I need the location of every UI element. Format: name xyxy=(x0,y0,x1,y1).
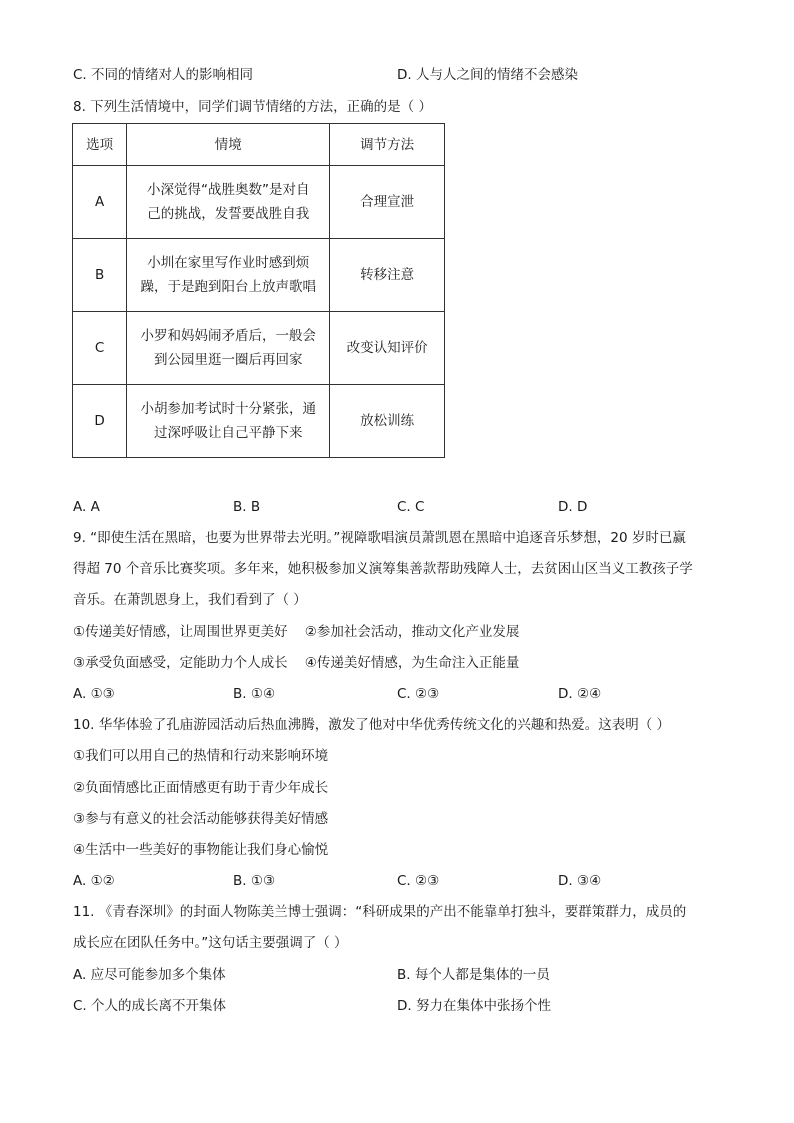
table-cell-option: A xyxy=(73,166,127,239)
table-cell-scenario xyxy=(127,239,330,312)
q10-answer-b: B. ①③ xyxy=(233,873,276,889)
q11-stem-line: 成长应在团队任务中。”这句话主要强调了（ ） xyxy=(73,935,348,951)
q7-option-c: C. 不同的情绪对人的影响相同 xyxy=(73,67,254,83)
q8-stem: 8. 下列生活情境中，同学们调节情绪的方法，正确的是（ ） xyxy=(73,99,432,115)
q9-answer-c: C. ②③ xyxy=(397,686,440,702)
table-cell-option: C xyxy=(73,312,127,385)
table-cell-method: 转移注意 xyxy=(330,239,445,312)
table-cell-method: 合理宣泄 xyxy=(330,166,445,239)
q9-statements-1-2: ①传递美好情感，让周围世界更美好 ②参加社会活动，推动文化产业发展 xyxy=(73,624,520,640)
scenario-line: 己的挑战，发誓要战胜自我 xyxy=(147,206,310,222)
q7-option-d: D. 人与人之间的情绪不会感染 xyxy=(397,67,578,83)
q10-statement: ③参与有意义的社会活动能够获得美好情感 xyxy=(73,811,329,827)
scenario-line: 过深呼吸让自己平静下来 xyxy=(154,425,303,441)
scenario-line: 小圳在家里写作业时感到烦 xyxy=(147,255,310,271)
scenario-line: 躁，于是跑到阳台上放声歌唱 xyxy=(140,279,317,295)
q10-answer-d: D. ③④ xyxy=(558,873,602,889)
q8-answer-b: B. B xyxy=(233,499,261,515)
table-cell-option: D xyxy=(73,385,127,458)
q9-stem-line: 得超 70 个音乐比赛奖项。多年来，她积极参加义演筹集善款帮助残障人士，去贫困山区当义工教孩子学 xyxy=(73,561,693,577)
q9-statements-3-4: ③承受负面感受，定能助力个人成长 ④传递美好情感，为生命注入正能量 xyxy=(73,655,520,671)
table-row xyxy=(73,239,445,312)
q11-option-b: B. 每个人都是集体的一员 xyxy=(397,967,550,983)
table-cell-scenario xyxy=(127,312,330,385)
table-cell-scenario xyxy=(127,166,330,239)
q10-answer-c: C. ②③ xyxy=(397,873,440,889)
scenario-line: 小深觉得“战胜奥数”是对自 xyxy=(147,182,310,198)
q11-option-d: D. 努力在集体中张扬个性 xyxy=(397,998,551,1014)
table-cell-scenario xyxy=(127,385,330,458)
scenario-line: 小胡参加考试时十分紧张，通 xyxy=(140,401,317,417)
q8-table xyxy=(72,123,445,458)
q10-statement: ④生活中一些美好的事物能让我们身心愉悦 xyxy=(73,842,329,858)
table-header-option: 选项 xyxy=(73,124,127,166)
scenario-line: 小罗和妈妈闹矛盾后，一般会 xyxy=(140,328,317,344)
q11-stem-line: 11. 《青春深圳》的封面人物陈美兰博士强调：“科研成果的产出不能靠单打独斗，要群策群力，成员的 xyxy=(73,904,687,920)
table-row xyxy=(73,385,445,458)
q9-answer-d: D. ②④ xyxy=(558,686,602,702)
table-row xyxy=(73,312,445,385)
table-cell-option: B xyxy=(73,239,127,312)
table-header-row xyxy=(73,124,445,166)
table-cell-method: 放松训练 xyxy=(330,385,445,458)
table-header-method: 调节方法 xyxy=(330,124,445,166)
q9-answer-b: B. ①④ xyxy=(233,686,276,702)
q9-stem-line: 9. “即使生活在黑暗，也要为世界带去光明。”视障歌唱演员萧凯恩在黑暗中追逐音乐梦想，20 岁时已赢 xyxy=(73,530,686,546)
q11-option-a: A. 应尽可能参加多个集体 xyxy=(73,967,226,983)
q8-answer-a: A. A xyxy=(73,499,100,515)
table-header-scenario: 情境 xyxy=(127,124,330,166)
table-cell-method: 改变认知评价 xyxy=(330,312,445,385)
q10-stem: 10. 华华体验了孔庙游园活动后热血沸腾，激发了他对中华优秀传统文化的兴趣和热爱。这表明（ ） xyxy=(73,717,671,733)
q9-answer-a: A. ①③ xyxy=(73,686,115,702)
q10-answer-a: A. ①② xyxy=(73,873,115,889)
table-row xyxy=(73,166,445,239)
q8-answer-d: D. D xyxy=(558,499,588,515)
scenario-line: 到公园里逛一圈后再回家 xyxy=(154,352,303,368)
q11-option-c: C. 个人的成长离不开集体 xyxy=(73,998,227,1014)
q8-answer-c: C. C xyxy=(397,499,425,515)
q9-stem-line: 音乐。在萧凯恩身上，我们看到了（ ） xyxy=(73,592,307,608)
q10-statement: ①我们可以用自己的热情和行动来影响环境 xyxy=(73,748,329,764)
q10-statement: ②负面情感比正面情感更有助于青少年成长 xyxy=(73,780,329,796)
